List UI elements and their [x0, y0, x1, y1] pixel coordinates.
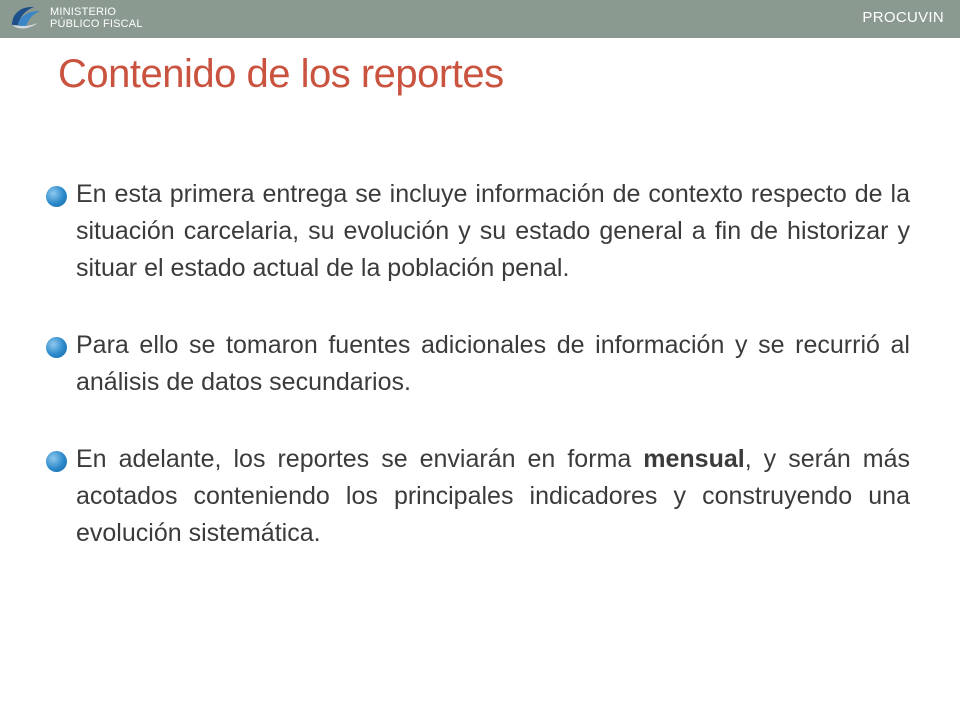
bullet-item-2 — [46, 327, 910, 401]
bullet-text-3-after: , y serán más acotados conteniendo los principales indicadores y construyendo una evolución sistemática. — [76, 445, 910, 547]
bullet-text-3-before: En adelante, los reportes se enviarán en forma — [76, 445, 644, 473]
organization-name — [50, 6, 143, 30]
organization-name-line2: PÚBLICO FISCAL — [50, 18, 143, 30]
bullet-list — [46, 176, 910, 552]
bullet-text-1: En esta primera entrega se incluye información de contexto respecto de la situación carcelaria, su evolución y su estado general a fin de historizar y situar el estado actual de la población penal. — [76, 180, 910, 282]
bullet-text-3-emphasis: mensual — [643, 445, 745, 473]
bullet-item-1 — [46, 176, 910, 287]
bullet-dot-icon — [46, 186, 67, 207]
header-bar — [0, 0, 960, 38]
bullet-dot-icon — [46, 337, 67, 358]
slide-title: Contenido de los reportes — [58, 52, 504, 96]
bullet-item-3 — [46, 441, 910, 552]
program-name: PROCUVIN — [862, 9, 944, 26]
organization-name-line1: MINISTERIO — [50, 6, 117, 18]
bullet-text-2: Para ello se tomaron fuentes adicionales de información y se recurrió al análisis de datos secundarios. — [76, 331, 910, 396]
bullet-dot-icon — [46, 451, 67, 472]
ministerio-publico-fiscal-logo-icon — [8, 3, 44, 33]
